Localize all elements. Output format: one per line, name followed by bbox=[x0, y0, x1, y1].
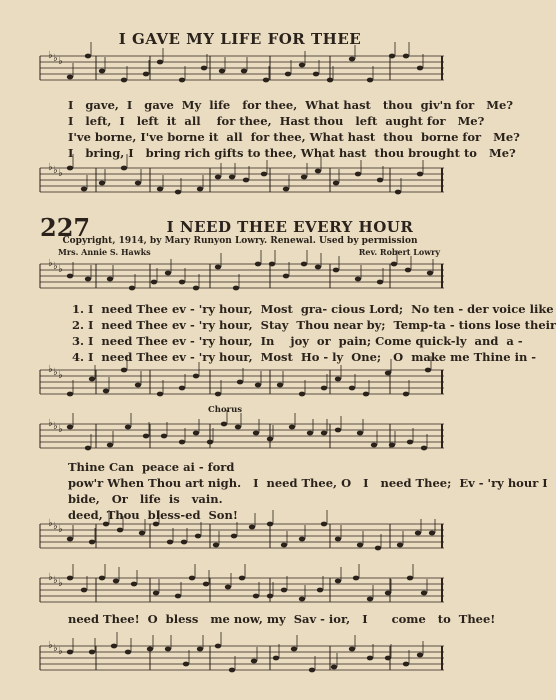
note-head bbox=[89, 377, 95, 382]
note-head bbox=[213, 543, 219, 548]
note-head bbox=[81, 588, 87, 593]
note-head bbox=[281, 543, 287, 548]
note-head bbox=[421, 446, 427, 451]
note-head bbox=[89, 650, 95, 655]
note-head bbox=[377, 178, 383, 183]
note-head bbox=[85, 277, 91, 282]
note-head bbox=[301, 262, 307, 267]
note-head bbox=[389, 443, 395, 448]
note-head bbox=[425, 368, 431, 373]
note-head bbox=[253, 431, 259, 436]
note-head bbox=[335, 537, 341, 542]
note-head bbox=[99, 576, 105, 581]
lyric-line: I bring, I bring rich gifts to thee, What hast thou brought to Me? bbox=[68, 146, 516, 160]
note-head bbox=[335, 579, 341, 584]
note-head bbox=[333, 181, 339, 186]
note-head bbox=[165, 647, 171, 652]
note-head bbox=[277, 383, 283, 388]
flat-sign: ♭ bbox=[58, 264, 63, 275]
staff-top-bass bbox=[40, 162, 444, 202]
note-head bbox=[193, 374, 199, 379]
note-head bbox=[107, 277, 113, 282]
note-head bbox=[121, 368, 127, 373]
note-head bbox=[179, 78, 185, 83]
note-head bbox=[135, 181, 141, 186]
verse-lyric-line: 3. I need Thee ev - 'ry hour, In joy or pain; Come quick-ly and a - bbox=[72, 334, 523, 348]
note-head bbox=[215, 175, 221, 180]
note-head bbox=[229, 175, 235, 180]
note-head bbox=[301, 175, 307, 180]
note-head bbox=[175, 190, 181, 195]
note-head bbox=[357, 543, 363, 548]
note-head bbox=[215, 644, 221, 649]
note-head bbox=[407, 440, 413, 445]
note-head bbox=[367, 597, 373, 602]
note-head bbox=[255, 383, 261, 388]
note-head bbox=[353, 576, 359, 581]
flat-sign: ♭ bbox=[48, 418, 53, 429]
note-head bbox=[103, 522, 109, 527]
chorus-lyric-line: deed, Thou bless-ed Son! bbox=[68, 508, 238, 522]
note-head bbox=[375, 546, 381, 551]
note-head bbox=[243, 178, 249, 183]
note-head bbox=[327, 78, 333, 83]
note-head bbox=[89, 540, 95, 545]
note-head bbox=[269, 262, 275, 267]
note-head bbox=[283, 274, 289, 279]
note-head bbox=[237, 380, 243, 385]
note-head bbox=[229, 668, 235, 673]
copyright-line: Copyright, 1914, by Mary Runyon Lowry. Renewal. Used by permission bbox=[62, 236, 418, 246]
verse-lyric-line: 4. I need Thee ev - 'ry hour, Most Ho - ly One; O make me Thine in - bbox=[72, 350, 537, 364]
note-head bbox=[239, 576, 245, 581]
note-head bbox=[151, 280, 157, 285]
note-head bbox=[315, 169, 321, 174]
note-head bbox=[67, 166, 73, 171]
note-head bbox=[107, 443, 113, 448]
note-head bbox=[385, 656, 391, 661]
flat-sign: ♭ bbox=[48, 50, 53, 61]
note-head bbox=[253, 594, 259, 599]
note-head bbox=[421, 591, 427, 596]
note-head bbox=[67, 576, 73, 581]
note-head bbox=[321, 431, 327, 436]
flat-sign: ♭ bbox=[48, 258, 53, 269]
chorus-label: Chorus bbox=[208, 405, 243, 415]
note-head bbox=[67, 274, 73, 279]
note-head bbox=[193, 286, 199, 291]
note-head bbox=[207, 440, 213, 445]
note-head bbox=[335, 428, 341, 433]
chorus-lyric-line: bide, Or life is vain. bbox=[68, 492, 223, 506]
note-head bbox=[255, 262, 261, 267]
note-head bbox=[403, 54, 409, 59]
note-head bbox=[215, 392, 221, 397]
note-head bbox=[283, 187, 289, 192]
note-head bbox=[99, 181, 105, 186]
note-head bbox=[131, 582, 137, 587]
note-head bbox=[81, 187, 87, 192]
note-head bbox=[251, 659, 257, 664]
hymn-title-top: I GAVE MY LIFE FOR THEE bbox=[118, 30, 362, 48]
note-head bbox=[197, 647, 203, 652]
note-head bbox=[263, 78, 269, 83]
note-head bbox=[219, 69, 225, 74]
staff-top-treble bbox=[40, 50, 444, 90]
note-head bbox=[315, 265, 321, 270]
note-head bbox=[183, 662, 189, 667]
note-head bbox=[349, 647, 355, 652]
note-head bbox=[331, 665, 337, 670]
note-head bbox=[367, 78, 373, 83]
note-head bbox=[291, 647, 297, 652]
note-head bbox=[397, 543, 403, 548]
note-head bbox=[129, 286, 135, 291]
note-head bbox=[215, 265, 221, 270]
note-head bbox=[415, 531, 421, 536]
note-head bbox=[233, 286, 239, 291]
note-head bbox=[367, 656, 373, 661]
flat-sign: ♭ bbox=[58, 56, 63, 67]
note-head bbox=[135, 383, 141, 388]
composer: Rev. Robert Lowry bbox=[358, 247, 440, 257]
note-head bbox=[355, 277, 361, 282]
note-head bbox=[85, 54, 91, 59]
note-head bbox=[85, 446, 91, 451]
note-head bbox=[349, 386, 355, 391]
lyric-line: I left, I left it all for thee, Hast thou left aught for Me? bbox=[68, 114, 485, 128]
note-head bbox=[125, 650, 131, 655]
lyric-line: I gave, I gave My life for thee, What hast thou giv'n for Me? bbox=[68, 98, 514, 112]
note-head bbox=[157, 392, 163, 397]
note-head bbox=[267, 437, 273, 442]
note-head bbox=[153, 591, 159, 596]
note-head bbox=[143, 72, 149, 77]
flat-sign: ♭ bbox=[53, 165, 58, 176]
note-head bbox=[67, 392, 73, 397]
note-head bbox=[363, 392, 369, 397]
chorus-lyric-line: pow'r When Thou art nigh. I need Thee, O I need Thee; Ev - 'ry hour I bbox=[68, 476, 548, 490]
note-head bbox=[179, 386, 185, 391]
verse-lyric-line: 2. I need Thee ev - 'ry hour, Stay Thou near by; Temp-ta - tions lose their bbox=[72, 318, 556, 332]
flat-sign: ♭ bbox=[58, 424, 63, 435]
note-head bbox=[147, 647, 153, 652]
note-head bbox=[395, 190, 401, 195]
flat-sign: ♭ bbox=[48, 162, 53, 173]
note-head bbox=[429, 531, 435, 536]
note-head bbox=[189, 576, 195, 581]
flat-sign: ♭ bbox=[53, 575, 58, 586]
flat-sign: ♭ bbox=[53, 643, 58, 654]
note-head bbox=[335, 377, 341, 382]
lyric-line: I've borne, I've borne it all for thee, What hast thou borne for Me? bbox=[68, 130, 520, 144]
note-head bbox=[299, 597, 305, 602]
note-head bbox=[175, 594, 181, 599]
note-head bbox=[391, 262, 397, 267]
flat-sign: ♭ bbox=[48, 572, 53, 583]
note-head bbox=[203, 582, 209, 587]
note-head bbox=[317, 588, 323, 593]
note-head bbox=[153, 522, 159, 527]
flat-sign: ♭ bbox=[48, 364, 53, 375]
note-head bbox=[121, 166, 127, 171]
note-head bbox=[195, 534, 201, 539]
note-head bbox=[221, 422, 227, 427]
flat-sign: ♭ bbox=[53, 53, 58, 64]
staff-final-treble bbox=[40, 572, 444, 612]
note-head bbox=[403, 392, 409, 397]
note-head bbox=[225, 585, 231, 590]
note-head bbox=[355, 172, 361, 177]
note-head bbox=[321, 522, 327, 527]
flat-sign: ♭ bbox=[58, 578, 63, 589]
note-head bbox=[357, 431, 363, 436]
flat-sign: ♭ bbox=[58, 370, 63, 381]
flat-sign: ♭ bbox=[53, 521, 58, 532]
note-head bbox=[427, 271, 433, 276]
note-head bbox=[349, 57, 355, 62]
note-head bbox=[273, 656, 279, 661]
hymn-number: 227 bbox=[40, 213, 91, 242]
note-head bbox=[67, 75, 73, 80]
note-head bbox=[249, 525, 255, 530]
note-head bbox=[161, 434, 167, 439]
note-head bbox=[405, 268, 411, 273]
note-head bbox=[157, 60, 163, 65]
note-head bbox=[333, 268, 339, 273]
chorus-lyric-line: Thine Can peace ai - ford bbox=[68, 460, 235, 474]
note-head bbox=[231, 534, 237, 539]
note-head bbox=[371, 443, 377, 448]
flat-sign: ♭ bbox=[58, 524, 63, 535]
note-head bbox=[121, 78, 127, 83]
note-head bbox=[417, 172, 423, 177]
note-head bbox=[139, 531, 145, 536]
note-head bbox=[181, 540, 187, 545]
note-head bbox=[67, 650, 73, 655]
note-head bbox=[267, 522, 273, 527]
note-head bbox=[309, 668, 315, 673]
staff-chorus-bass bbox=[40, 518, 444, 558]
staff-chorus-treble bbox=[40, 418, 444, 458]
lyricist: Mrs. Annie S. Hawks bbox=[58, 247, 151, 257]
staff-final-bass bbox=[40, 640, 444, 680]
note-head bbox=[321, 386, 327, 391]
flat-sign: ♭ bbox=[53, 421, 58, 432]
note-head bbox=[103, 389, 109, 394]
note-head bbox=[307, 431, 313, 436]
note-head bbox=[385, 371, 391, 376]
note-head bbox=[193, 431, 199, 436]
note-head bbox=[377, 280, 383, 285]
note-head bbox=[165, 271, 171, 276]
note-head bbox=[289, 425, 295, 430]
note-head bbox=[167, 540, 173, 545]
note-head bbox=[179, 440, 185, 445]
verse-lyric-line: 1. I need Thee ev - 'ry hour, Most gra- cious Lord; No ten - der voice like bbox=[72, 302, 554, 316]
note-head bbox=[67, 537, 73, 542]
note-head bbox=[201, 66, 207, 71]
note-head bbox=[197, 187, 203, 192]
flat-sign: ♭ bbox=[58, 646, 63, 657]
flat-sign: ♭ bbox=[48, 640, 53, 651]
note-head bbox=[157, 187, 163, 192]
flat-sign: ♭ bbox=[53, 261, 58, 272]
staff-verse-treble bbox=[40, 258, 444, 298]
note-head bbox=[235, 425, 241, 430]
flat-sign: ♭ bbox=[58, 168, 63, 179]
note-head bbox=[417, 653, 423, 658]
note-head bbox=[385, 591, 391, 596]
note-head bbox=[111, 644, 117, 649]
note-head bbox=[299, 537, 305, 542]
note-head bbox=[403, 662, 409, 667]
note-head bbox=[143, 434, 149, 439]
flat-sign: ♭ bbox=[53, 367, 58, 378]
note-head bbox=[299, 63, 305, 68]
note-head bbox=[299, 392, 305, 397]
note-head bbox=[417, 66, 423, 71]
note-head bbox=[241, 69, 247, 74]
final-lyric-line: need Thee! O bless me now, my Sav - ior, I come to Thee! bbox=[68, 612, 496, 626]
note-head bbox=[281, 588, 287, 593]
note-head bbox=[261, 172, 267, 177]
note-head bbox=[99, 69, 105, 74]
hymn-title: I NEED THEE EVERY HOUR bbox=[166, 218, 414, 236]
flat-sign: ♭ bbox=[48, 518, 53, 529]
staff-verse-bass bbox=[40, 364, 444, 404]
note-head bbox=[407, 576, 413, 581]
note-head bbox=[117, 528, 123, 533]
note-head bbox=[125, 425, 131, 430]
note-head bbox=[113, 579, 119, 584]
note-head bbox=[285, 72, 291, 77]
note-head bbox=[313, 72, 319, 77]
note-head bbox=[67, 425, 73, 430]
note-head bbox=[267, 594, 273, 599]
note-head bbox=[389, 54, 395, 59]
note-head bbox=[179, 280, 185, 285]
